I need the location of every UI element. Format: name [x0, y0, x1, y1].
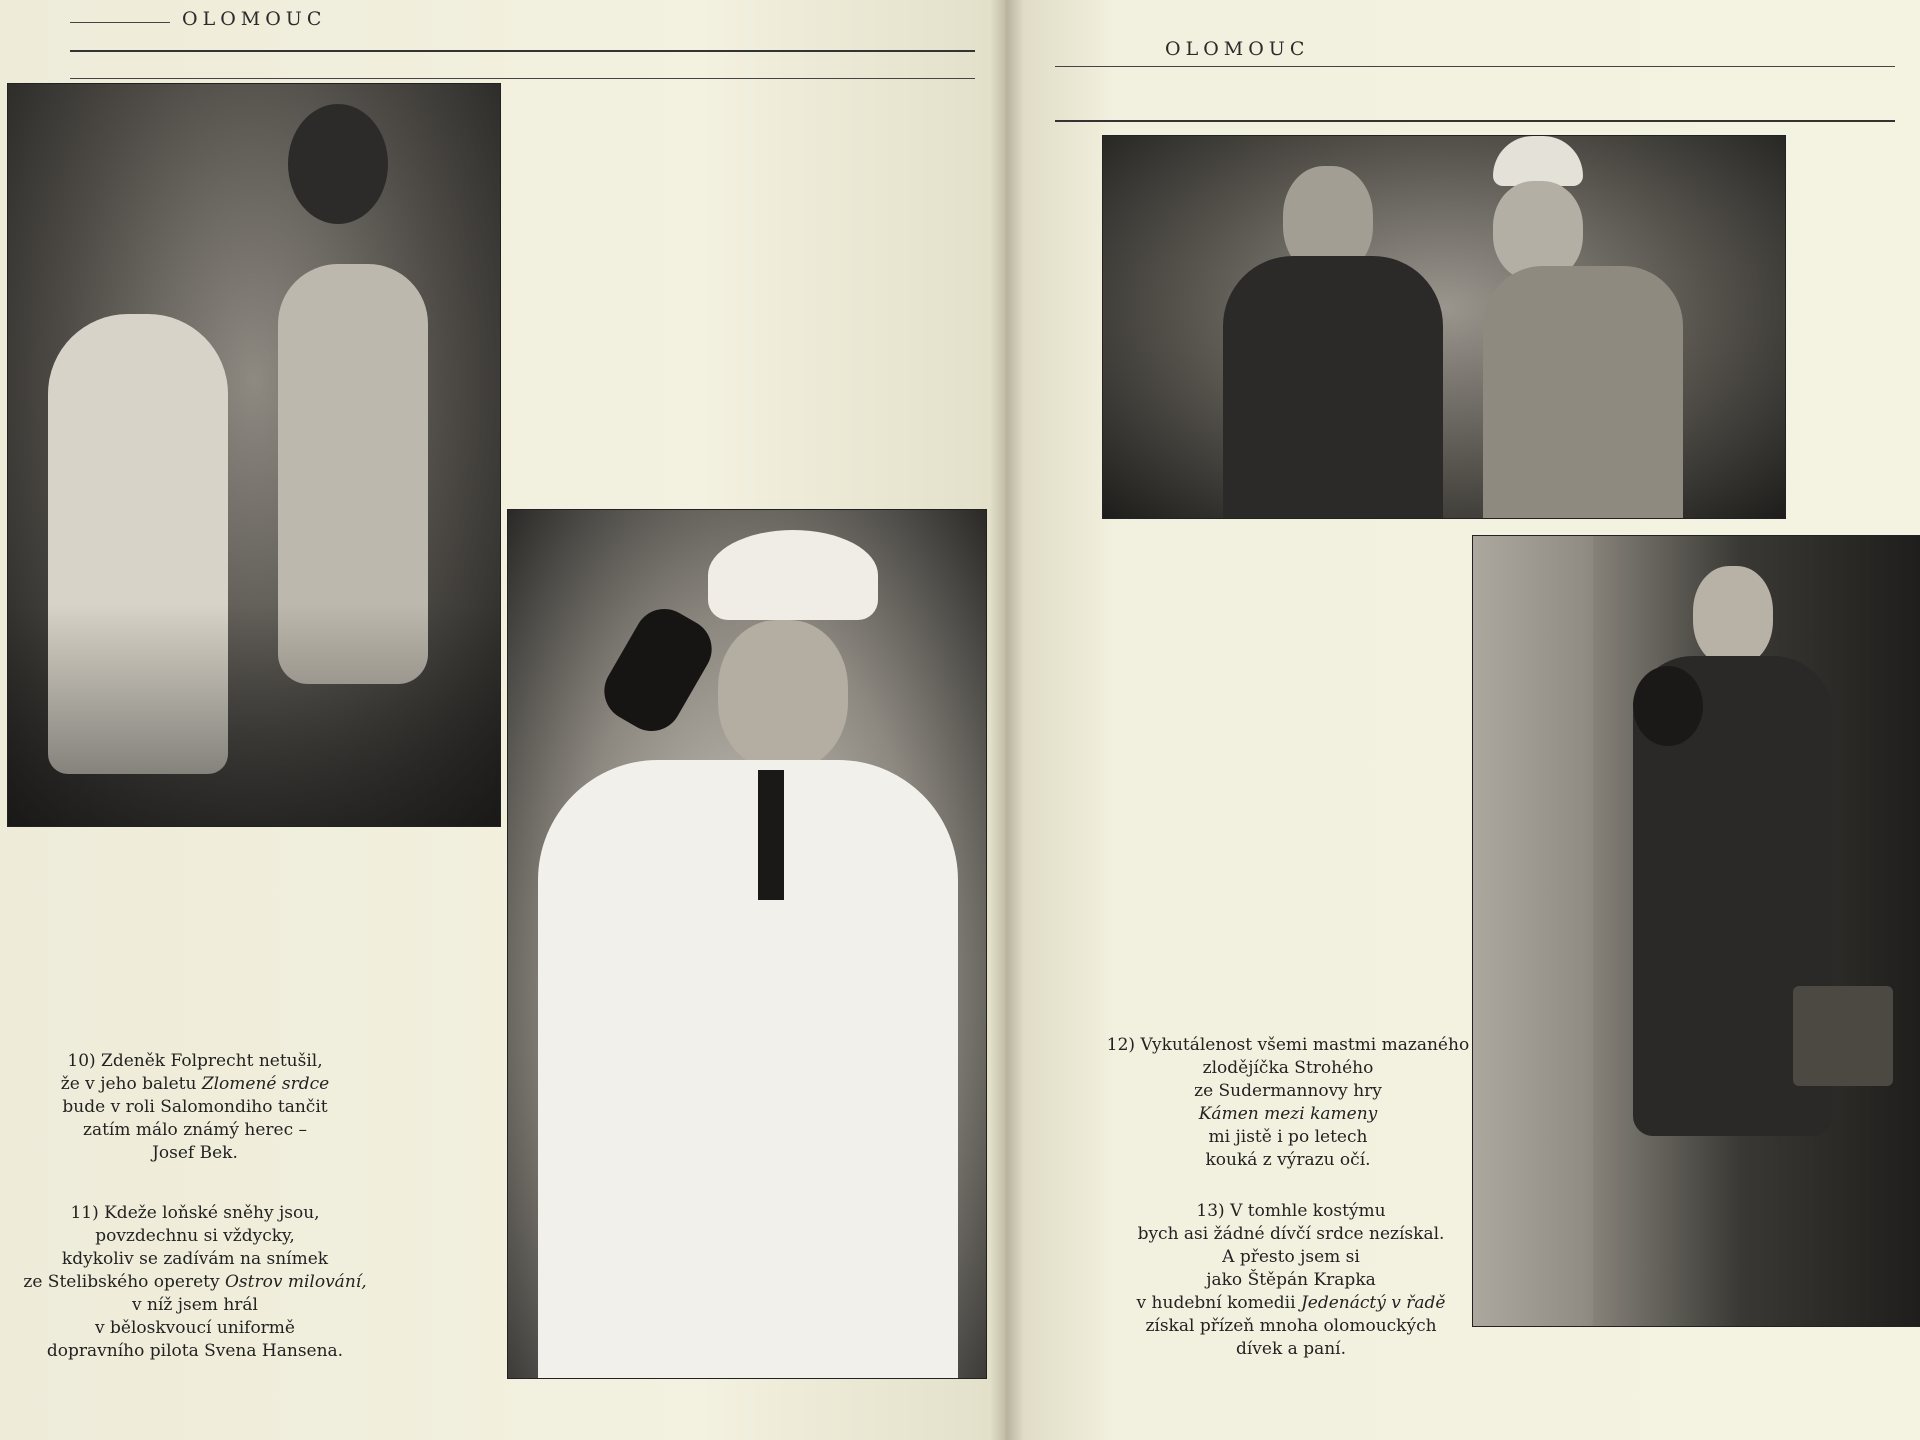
right-page — [1005, 0, 1920, 1440]
caption-13-line-5: v hudební komedii Jedenáctý v řadě — [1136, 1293, 1446, 1313]
photo-ballet-zlomene-srdce — [8, 84, 500, 826]
caption-13-line-6: získal přízeň mnoha olomouckých — [1145, 1316, 1437, 1336]
caption-11-line-4: ze Stelibského operety Ostrov milování, — [23, 1272, 367, 1292]
caption-12-line-6: kouká z výrazu očí. — [1205, 1150, 1371, 1170]
left-header-rule-short — [70, 22, 170, 23]
caption-11-line-1: 11) Kdeže loňské sněhy jsou, — [70, 1203, 320, 1223]
caption-10-line-3: bude v roli Salomondiho tančit — [62, 1097, 328, 1117]
caption-13-line-3: A přesto jsem si — [1222, 1247, 1360, 1267]
right-header-rule-top — [1055, 66, 1895, 67]
caption-12-line-2: zlodějíčka Strohého — [1202, 1058, 1374, 1078]
caption-13-line-1: 13) V tomhle kostýmu — [1196, 1201, 1386, 1221]
caption-13-line-2: bych asi žádné dívčí srdce nezískal. — [1137, 1224, 1445, 1244]
caption-10-line-5: Josef Bek. — [152, 1143, 238, 1163]
caption-11-line-3: kdykoliv se zadívám na snímek — [61, 1249, 329, 1269]
caption-11-line-5: v níž jsem hrál — [132, 1295, 258, 1315]
caption-12-line-1: 12) Vykutálenost všemi mastmi mazaného — [1106, 1035, 1470, 1055]
caption-10-line-4: zatím málo známý herec – — [82, 1120, 307, 1140]
caption-11-line-7: dopravního pilota Svena Hansena. — [46, 1341, 344, 1361]
photo-jedenacty-v-rade — [1473, 536, 1920, 1326]
caption-10-line-2: že v jeho baletu Zlomené srdce — [60, 1074, 330, 1094]
left-header-rule-top — [70, 50, 975, 52]
left-header-rule-bottom — [70, 78, 975, 79]
right-header-rule-bottom — [1055, 120, 1895, 122]
caption-11-line-6: v běloskvoucí uniformě — [95, 1318, 295, 1338]
left-page-header: OLOMOUC — [182, 8, 327, 30]
caption-13 — [1105, 1200, 1477, 1361]
caption-11 — [10, 1202, 380, 1363]
photo-kamen-mezi-kameny — [1103, 136, 1785, 518]
caption-12-line-3: ze Sudermannovy hry — [1194, 1081, 1382, 1101]
caption-10-line-1: 10) Zdeněk Folprecht netušil, — [67, 1051, 323, 1071]
caption-12-line-5: mi jistě i po letech — [1208, 1127, 1368, 1147]
caption-10 — [40, 1050, 350, 1165]
caption-13-line-7: dívek a paní. — [1235, 1339, 1347, 1359]
photo-pilot-uniform — [508, 510, 986, 1378]
caption-12-line-4: Kámen mezi kameny — [1198, 1104, 1378, 1124]
caption-11-line-2: povzdechnu si vždycky, — [95, 1226, 295, 1246]
caption-13-line-4: jako Štěpán Krapka — [1206, 1270, 1376, 1290]
book-gutter — [990, 0, 1024, 1440]
right-page-header: OLOMOUC — [1165, 38, 1310, 60]
caption-12 — [1095, 1034, 1481, 1172]
